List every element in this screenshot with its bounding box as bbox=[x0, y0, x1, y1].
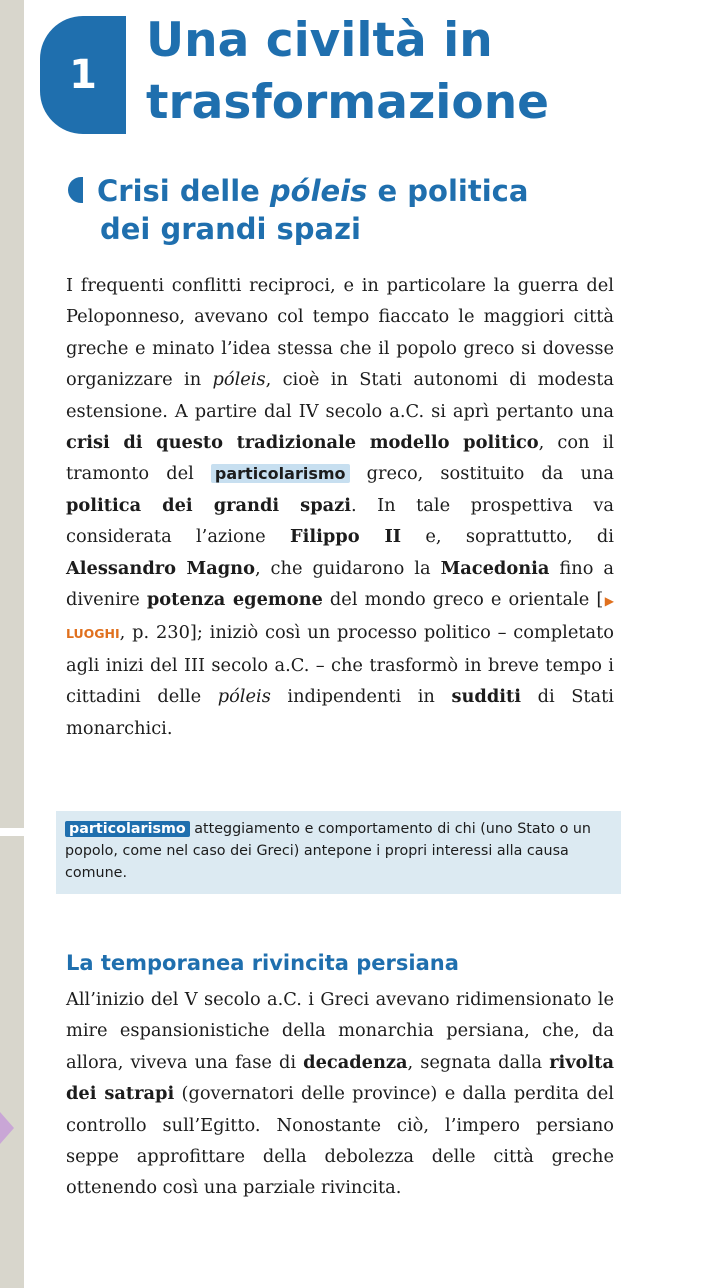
glossary-definition: atteggiamento e comportamento di chi (uno Stato o un popolo, come nel caso dei Greci) antepone i propri interessi alla causa comune. bbox=[65, 821, 591, 881]
section-title bbox=[68, 172, 628, 248]
page-margin-strip-lower bbox=[0, 836, 24, 1288]
body-paragraph-2 bbox=[66, 984, 614, 1204]
section-title-italic: póleis bbox=[269, 174, 368, 208]
chapter-title bbox=[146, 10, 549, 134]
text-run: (governatori delle province) e dalla perdita del controllo sull’Egitto. Nonostante ciò, l’impero persiano seppe approfittare della debolezza delle città greche ottenendo così una parziale rivincita. bbox=[66, 1083, 614, 1199]
body-paragraph-1 bbox=[66, 270, 614, 744]
chapter-number: 1 bbox=[69, 52, 97, 98]
bold-term: decadenza bbox=[303, 1051, 408, 1073]
chapter-number-badge bbox=[40, 16, 126, 134]
text-run: , segnata dalla bbox=[407, 1051, 550, 1073]
text-run: fino a divenire bbox=[66, 557, 614, 611]
chapter-title-line1: Una civiltà in bbox=[146, 13, 493, 68]
text-run: All’inizio del V secolo a.C. i Greci avevano ridimensionato le mire espansionistiche della monarchia persiana, che, da allora, viveva una fase di bbox=[66, 989, 614, 1073]
section-bullet-icon bbox=[68, 177, 83, 203]
text-run: greco, sostituito da una bbox=[349, 463, 615, 485]
text-run: del mondo greco e orientale [ bbox=[322, 589, 604, 611]
text-run: , cioè in Stati autonomi di modesta estensione. A partire dal IV secolo a.C. si aprì pertanto una bbox=[66, 369, 614, 422]
text-run: indipendenti in bbox=[270, 686, 452, 708]
section-title-line2: dei grandi spazi bbox=[100, 212, 361, 246]
bold-term: sudditi bbox=[451, 686, 521, 708]
glossary-box bbox=[56, 811, 621, 894]
text-run: e, soprattutto, di bbox=[401, 526, 614, 548]
bold-term: Alessandro Magno bbox=[66, 557, 255, 579]
bold-term: Macedonia bbox=[440, 557, 550, 579]
text-run: I frequenti conflitti reciproci, e in particolare la guerra del Peloponneso, avevano col tempo fiaccato le maggiori città greche e minato l’idea stessa che il popolo greco si dovesse organizzare in bbox=[66, 275, 614, 391]
text-run: , con il tramonto del bbox=[66, 432, 614, 485]
bold-term: potenza egemone bbox=[146, 589, 323, 611]
text-run: , che guidarono la bbox=[254, 557, 441, 579]
text-run: , p. 230]; iniziò così un processo politico – completato agli inizi del III secolo a.C. – che trasformò in breve tempo i cittadini delle bbox=[66, 622, 614, 708]
section-title-part2: e politica bbox=[367, 174, 529, 208]
play-arrow-icon: ▶ bbox=[603, 594, 615, 609]
cross-reference-link[interactable]: LUOGHI bbox=[66, 626, 120, 642]
bold-term: Filippo II bbox=[289, 526, 402, 548]
side-tab-arrow-icon bbox=[0, 1112, 14, 1144]
chapter-title-line2: trasformazione bbox=[146, 75, 550, 130]
page-margin-strip bbox=[0, 0, 24, 828]
glossary-highlight: particolarismo bbox=[211, 464, 350, 483]
glossary-term: particolarismo bbox=[65, 821, 190, 837]
italic-term: póleis bbox=[212, 369, 266, 391]
bold-term: crisi di questo tradizionale modello politico bbox=[66, 432, 539, 454]
text-run: . In tale prospettiva va considerata l’azione bbox=[66, 494, 614, 548]
bold-term: rivolta dei satrapi bbox=[66, 1051, 614, 1105]
section-title-part1: Crisi delle bbox=[97, 174, 270, 208]
subsection-title: La temporanea rivincita persiana bbox=[66, 951, 459, 975]
italic-term: póleis bbox=[217, 686, 271, 708]
text-run: di Stati monarchici. bbox=[66, 686, 614, 739]
bold-term: politica dei grandi spazi bbox=[66, 494, 351, 516]
